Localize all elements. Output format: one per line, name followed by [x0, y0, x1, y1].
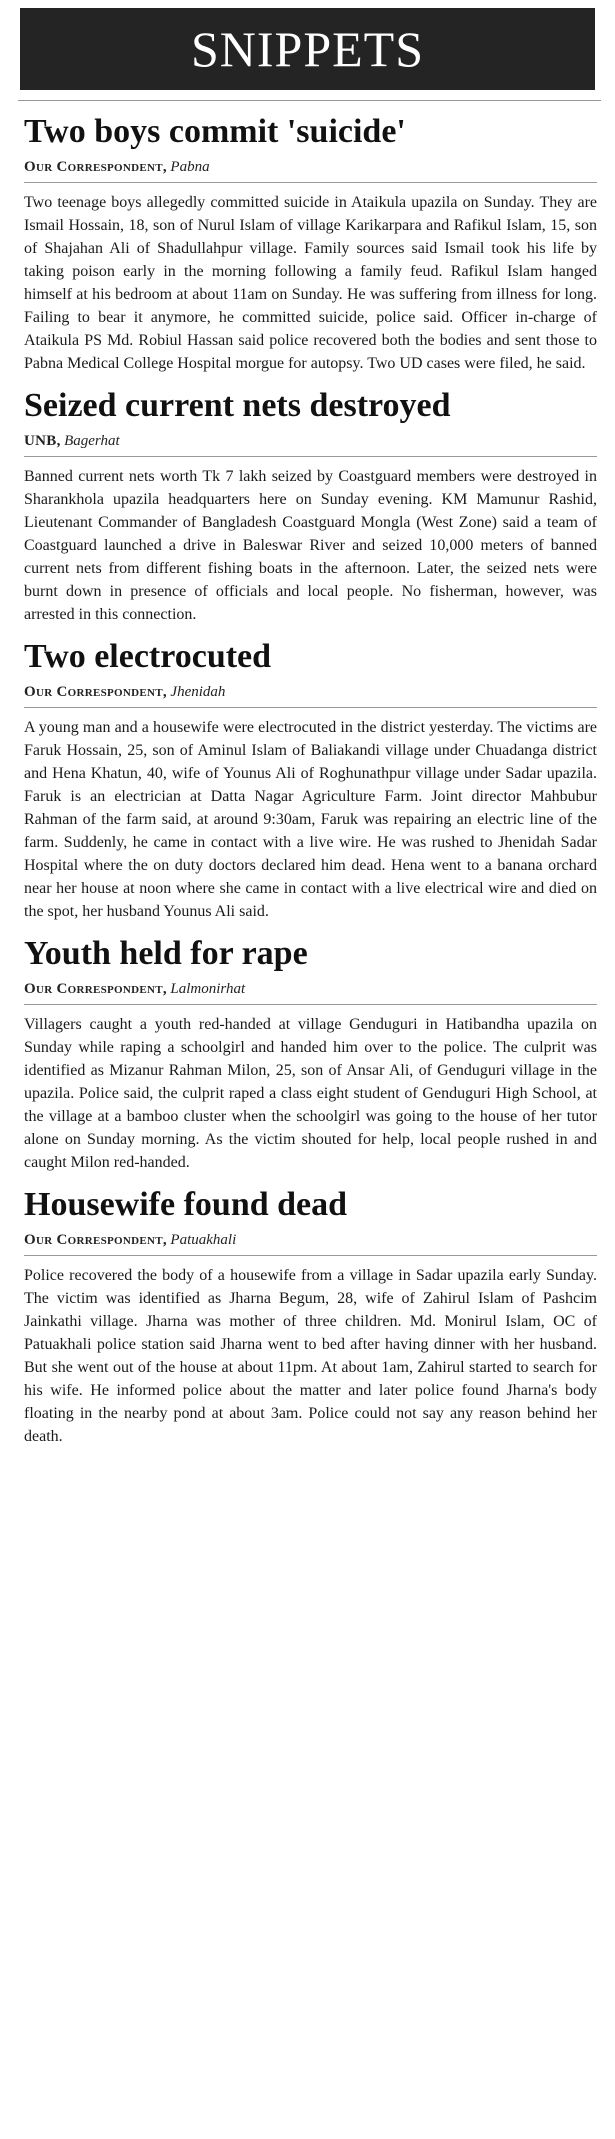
byline-divider — [24, 182, 597, 183]
byline-divider — [24, 1255, 597, 1256]
article-electrocuted — [12, 626, 607, 923]
byline-divider — [24, 456, 597, 457]
article-headline: Seized current nets destroyed — [24, 387, 451, 424]
byline-place: Pabna — [170, 159, 210, 175]
article-headline: Two electrocuted — [24, 638, 272, 675]
article-byline: Our Correspondent, Patuakhali — [24, 1232, 237, 1248]
byline-author: Our Correspondent — [24, 684, 163, 700]
article-headline: Youth held for rape — [24, 935, 308, 972]
article-nets — [12, 375, 607, 626]
article-byline: UNB, Bagerhat — [24, 433, 120, 449]
article-body: Banned current nets worth Tk 7 lakh seized by Coastguard members were destroyed in Sharankhola upazila headquarters here on Sunday evening. KM Mamunur Rashid, Lieutenant Commander of Bangladesh Coastguard Mongla (West Zone) said a team of Coastguard launched a drive in Baleswar River and seized 10,000 meters of banned current nets from different fishing boats in the afternoon. Later, the seized nets were burnt down in presence of officials and local people. No fisherman, however, was arrested in this connection. — [24, 468, 597, 623]
article-byline: Our Correspondent, Lalmonirhat — [24, 981, 246, 997]
article-body: Police recovered the body of a housewife from a village in Sadar upazila early Sunday. The victim was identified as Jharna Begum, 28, wife of Zahirul Islam of Pashcim Jainkathi village. Jharna was mother of three children. Md. Monirul Islam, OC of Patuakhali police station said Jharna went to bed after having dinner with her husband. But she went out of the house at about 11pm. At about 1am, Zahirul started to search for his wife. He informed police about the matter and later police found Jharna's body floating in the nearby pond at about 3am. Police could not say any reason behind her death. — [24, 1267, 597, 1445]
article-body: Villagers caught a youth red-handed at village Genduguri in Hatibandha upazila on Sunday while raping a schoolgirl and handed him over to the police. The culprit was identified as Mizanur Rahman Milon, 25, son of Ansar Ali, of Genduguri village in the upazila. Police said, the culprit raped a class eight student of Genduguri High School, at the village at a bamboo cluster when the schoolgirl was going to the house of her tutor alone on Sunday morning. As the victim shouted for help, local people rushed in and caught Milon red-handed. — [24, 1016, 597, 1171]
byline-author: UNB — [24, 433, 57, 449]
byline-author: Our Correspondent — [24, 1232, 163, 1248]
section-title: SNIPPETS — [190, 21, 425, 77]
article-headline: Housewife found dead — [24, 1186, 348, 1223]
article-suicide — [12, 101, 607, 375]
article-byline: Our Correspondent, Jhenidah — [24, 684, 226, 700]
article-headline: Two boys commit 'suicide' — [24, 113, 406, 150]
article-rape — [12, 923, 607, 1174]
section-banner — [20, 8, 595, 90]
byline-divider — [24, 707, 597, 708]
byline-place: Bagerhat — [64, 433, 120, 449]
byline-author: Our Correspondent — [24, 981, 163, 997]
byline-place: Jhenidah — [170, 684, 226, 700]
article-body: Two teenage boys allegedly committed suicide in Ataikula upazila on Sunday. They are Ismail Hossain, 18, son of Nurul Islam of village Karikarpara and Rafikul Islam, 15, son of Shajahan Ali of Shadullahpur village. Family sources said Ismail took his life by taking poison early in the morning following a family feud. Rafikul Islam hanged himself at his bedroom at about 11am on Sunday. He was suffering from illness for long. Failing to bear it anymore, he committed suicide, police said. Officer in-charge of Ataikula PS Md. Robiul Hassan said police recovered both the bodies and sent those to Pabna Medical College Hospital morgue for autopsy. Two UD cases were filed, he said. — [24, 194, 597, 372]
article-housewife — [12, 1174, 607, 1448]
article-byline: Our Correspondent, Pabna — [24, 159, 210, 175]
byline-place: Lalmonirhat — [170, 981, 246, 997]
byline-divider — [24, 1004, 597, 1005]
byline-place: Patuakhali — [170, 1232, 237, 1248]
article-body: A young man and a housewife were electrocuted in the district yesterday. The victims are Faruk Hossain, 25, son of Aminul Islam of Baliakandi village under Chuadanga district and Hena Khatun, 40, wife of Younus Ali of Roghunathpur village under Sadar upazila. Faruk is an electrician at Datta Nagar Agriculture Farm. Joint director Mahbubur Rahman of the farm said, at around 9:30am, Faruk was repairing an electric line of the farm. Suddenly, he came in contact with a live wire. He was rushed to Jhenidah Sadar Hospital where the on duty doctors declared him dead. Hena went to a banana orchard near her house at noon where she came in contact with a live electrical wire and died on the spot, her husband Younus Ali said. — [24, 719, 597, 920]
byline-author: Our Correspondent — [24, 159, 163, 175]
